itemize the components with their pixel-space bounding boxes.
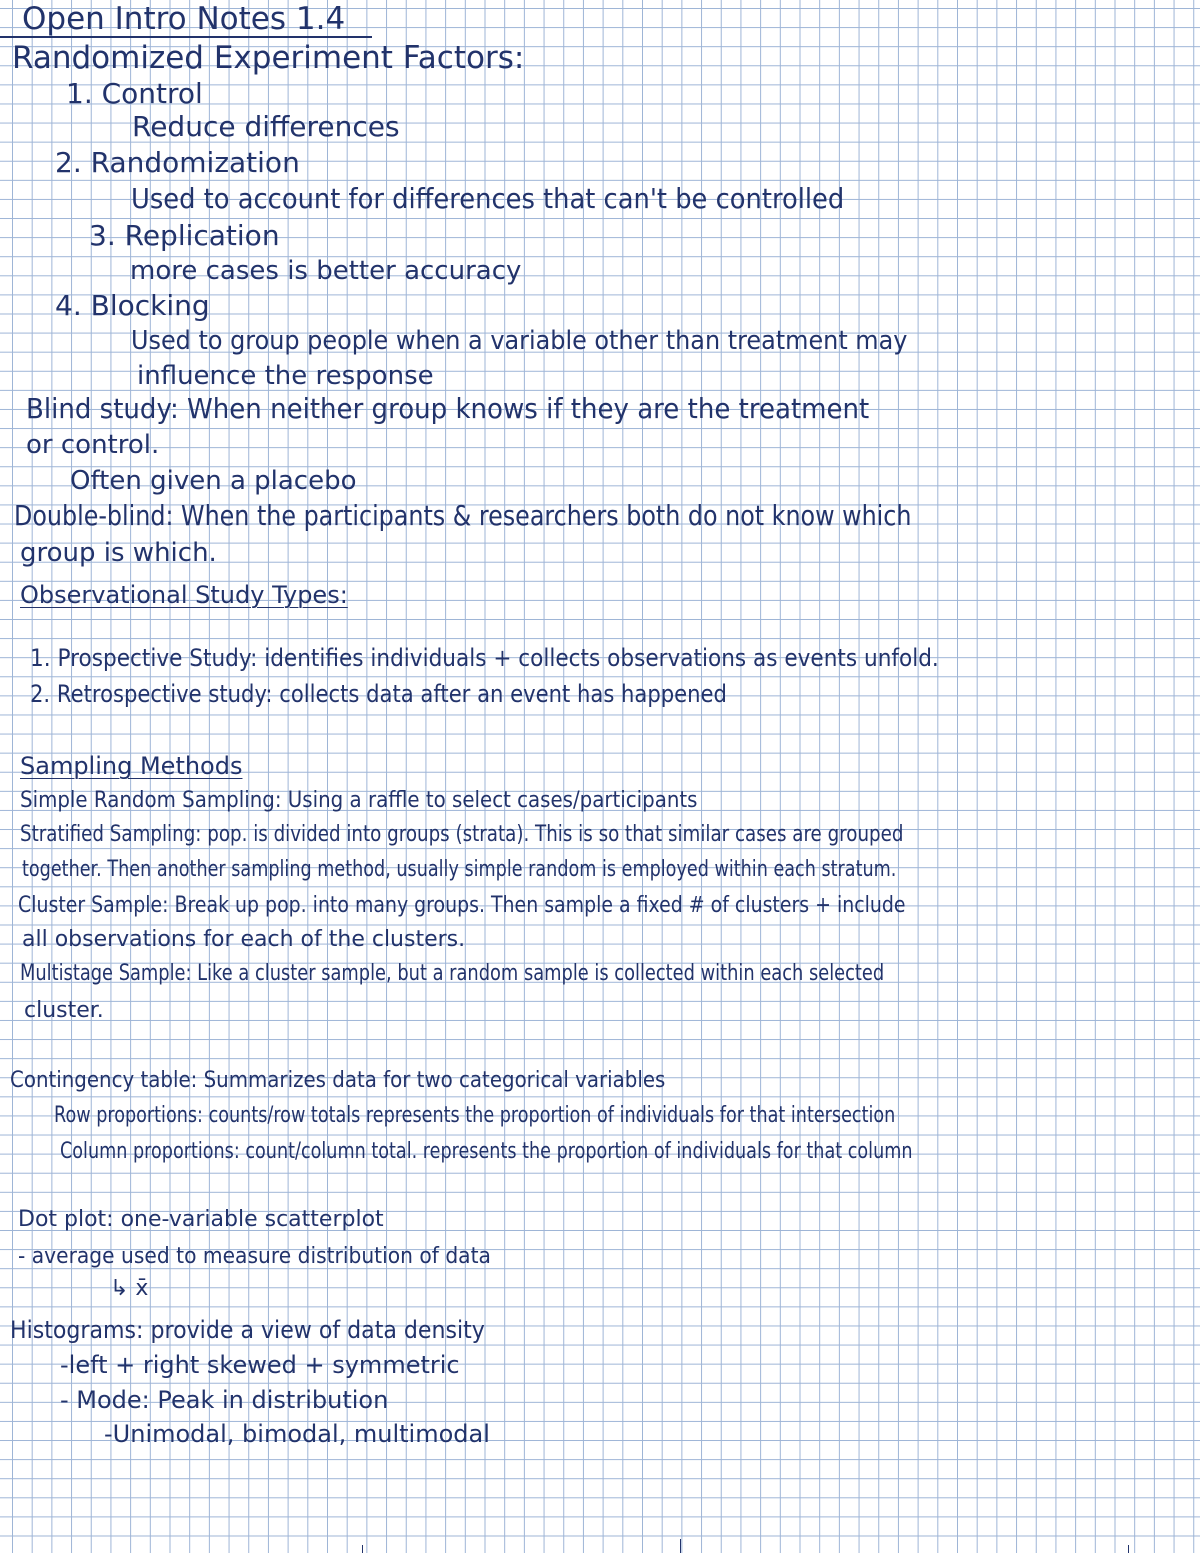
histograms-line4: -Unimodal, bimodal, multimodal	[104, 1420, 490, 1448]
item-control-detail: Reduce differences	[132, 110, 400, 143]
prospective-study: 1. Prospective Study: identifies individuals + collects observations as events unfold.	[30, 644, 939, 672]
blind-study-line1: Blind study: When neither group knows if they are the treatment	[26, 392, 870, 425]
blind-study-line2: or control.	[26, 430, 160, 460]
item-blocking: 4. Blocking	[55, 289, 210, 322]
stratified-sampling-line2: together. Then another sampling method, usually simple random is employed within each stratum.	[22, 857, 897, 882]
double-blind-line1: Double-blind: When the participants & researchers both do not know which	[14, 499, 912, 532]
experiment-heading: Randomized Experiment Factors:	[12, 40, 525, 76]
histograms-line1: Histograms: provide a view of data density	[10, 1316, 485, 1344]
histograms-line3: - Mode: Peak in distribution	[60, 1386, 389, 1414]
page-title: Open Intro Notes 1.4	[22, 1, 346, 37]
page-edge-mark	[680, 1539, 681, 1553]
cluster-sample-line2: all observations for each of the clusters.	[22, 927, 466, 952]
page-edge-mark	[1128, 1545, 1129, 1553]
item-blocking-detail: Used to group people when a variable other than treatment may	[131, 326, 908, 356]
column-proportions: Column proportions: count/column total. represents the proportion of individuals for that column	[60, 1139, 913, 1164]
sampling-heading: Sampling Methods	[20, 752, 243, 780]
multistage-sample-line2: cluster.	[24, 998, 104, 1023]
blind-study-line3: Often given a placebo	[70, 466, 357, 496]
retrospective-study: 2. Retrospective study: collects data after an event has happened	[30, 680, 727, 708]
page-edge-mark	[362, 1545, 363, 1553]
item-randomization: 2. Randomization	[55, 146, 300, 179]
item-replication: 3. Replication	[89, 219, 280, 252]
cluster-sample-line1: Cluster Sample: Break up pop. into many groups. Then sample a fixed # of clusters + include	[18, 893, 906, 918]
simple-random-sampling: Simple Random Sampling: Using a raffle to select cases/participants	[20, 788, 698, 813]
double-blind-line2: group is which.	[20, 538, 217, 568]
item-blocking-detail-cont: influence the response	[137, 361, 434, 391]
histograms-line2: -left + right skewed + symmetric	[60, 1351, 460, 1379]
dot-plot-line2: - average used to measure distribution of data	[18, 1244, 491, 1269]
item-randomization-detail: Used to account for differences that can't be controlled	[131, 182, 845, 215]
item-control: 1. Control	[66, 77, 203, 110]
stratified-sampling-line1: Stratified Sampling: pop. is divided into groups (strata). This is so that similar cases are grouped	[20, 822, 904, 847]
observational-heading: Observational Study Types:	[20, 581, 348, 609]
item-replication-detail: more cases is better accuracy	[130, 256, 522, 286]
multistage-sample-line1: Multistage Sample: Like a cluster sample, but a random sample is collected within each selected	[20, 961, 885, 986]
dot-plot-line1: Dot plot: one-variable scatterplot	[18, 1207, 384, 1232]
row-proportions: Row proportions: counts/row totals represents the proportion of individuals for that intersection	[54, 1103, 896, 1128]
dot-plot-line3: ↳ x̄	[110, 1276, 149, 1301]
contingency-table-line: Contingency table: Summarizes data for two categorical variables	[10, 1068, 666, 1093]
